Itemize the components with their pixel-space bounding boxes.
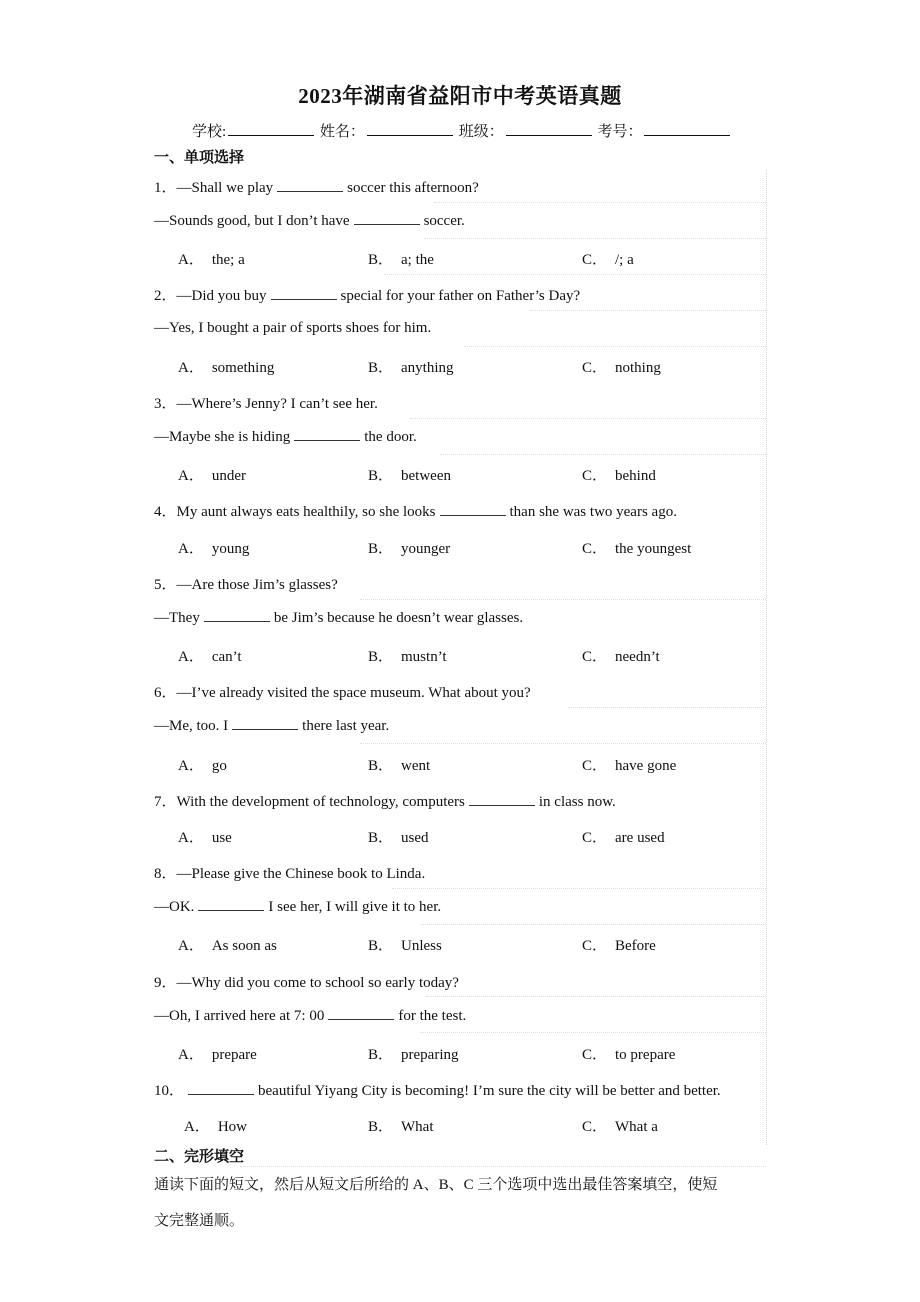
question-3-option-c[interactable]: [582, 464, 656, 485]
option-label: C．: [582, 758, 608, 774]
option-text: the youngest: [615, 541, 692, 557]
question-text: With the development of technology, computers: [176, 794, 465, 810]
question-4-option-a[interactable]: [178, 537, 249, 558]
option-label: B．: [368, 1047, 394, 1063]
guide-line: [360, 599, 766, 600]
option-text: the; a: [211, 252, 245, 268]
question-text: —Me, too. I: [154, 718, 229, 734]
question-number: 8．: [154, 866, 177, 882]
school-label: 学校:: [192, 124, 227, 140]
guide-line: [420, 924, 766, 925]
answer-blank: [198, 898, 264, 911]
option-label: C．: [582, 1047, 608, 1063]
guide-line: [410, 418, 766, 419]
option-label: C．: [582, 1119, 608, 1135]
question-text: there last year.: [302, 718, 390, 734]
question-1-line2: [154, 212, 465, 230]
question-text: My aunt always eats healthily, so she looks: [176, 504, 436, 520]
question-10-option-a[interactable]: [184, 1115, 247, 1136]
question-text: the door.: [364, 429, 417, 445]
answer-blank: [188, 1082, 254, 1095]
question-text: in class now.: [538, 794, 616, 810]
name-label: 姓名：: [319, 124, 365, 140]
option-text: How: [217, 1119, 248, 1135]
option-text: young: [211, 541, 250, 557]
instructions-line-2: 文完整通顺。: [154, 1213, 245, 1229]
question-1-line1: [154, 176, 479, 197]
question-number: 5．: [154, 577, 177, 593]
option-text: something: [211, 360, 275, 376]
question-2-option-a[interactable]: [178, 356, 274, 377]
question-text: I see her, I will give it to her.: [268, 899, 442, 915]
question-text: than she was two years ago.: [509, 504, 677, 520]
guide-line: [360, 743, 766, 744]
option-text: behind: [615, 468, 656, 484]
question-number: 2．: [154, 288, 177, 304]
option-label: B．: [368, 938, 394, 954]
question-6-option-b[interactable]: [368, 754, 430, 775]
question-2-line1: [154, 284, 580, 305]
question-text: be Jim’s because he doesn’t wear glasses.: [273, 610, 524, 626]
question-6-line1: [154, 681, 531, 702]
answer-blank: [204, 609, 270, 622]
question-8-option-c[interactable]: [582, 934, 656, 955]
question-5-option-a[interactable]: [178, 645, 242, 666]
option-label: A．: [178, 541, 204, 557]
question-4-option-c[interactable]: [582, 537, 691, 558]
section-heading-cloze: 二、完形填空: [154, 1149, 245, 1165]
option-text: preparing: [401, 1047, 459, 1063]
option-text: /; a: [615, 252, 634, 268]
option-text: needn’t: [615, 649, 660, 665]
option-text: used: [401, 830, 429, 846]
question-10-option-c[interactable]: [582, 1115, 658, 1136]
option-label: C．: [582, 649, 608, 665]
question-number: 10．: [154, 1083, 185, 1099]
question-8-option-b[interactable]: [368, 934, 442, 955]
guide-line: [420, 1032, 766, 1033]
option-text: prepare: [211, 1047, 257, 1063]
option-label: A．: [178, 1047, 204, 1063]
question-1-option-a[interactable]: [178, 248, 245, 269]
option-label: B．: [368, 758, 394, 774]
answer-blank: [469, 793, 535, 806]
question-number: 9．: [154, 975, 177, 991]
question-7-option-c[interactable]: [582, 826, 665, 847]
question-9-line1: [154, 971, 459, 992]
question-text: —Are those Jim’s glasses?: [176, 577, 338, 593]
option-label: B．: [368, 1119, 394, 1135]
question-7-option-a[interactable]: [178, 826, 232, 847]
question-text: —Maybe she is hiding: [154, 429, 291, 445]
section-heading-single-choice: 一、单项选择: [154, 150, 245, 166]
question-text: for the test.: [398, 1008, 467, 1024]
question-number: 1．: [154, 180, 177, 196]
question-text: special for your father on Father’s Day?: [340, 288, 581, 304]
option-label: A．: [178, 468, 204, 484]
question-3-option-b[interactable]: [368, 464, 451, 485]
option-label: A．: [178, 830, 204, 846]
question-2-line2: [154, 320, 431, 337]
question-text: —They: [154, 610, 200, 626]
option-text: As soon as: [211, 938, 277, 954]
question-3-line2: [154, 428, 417, 446]
option-label: A．: [178, 360, 204, 376]
question-10-line1: [154, 1079, 721, 1100]
question-text: —Yes, I bought a pair of sports shoes for him.: [154, 320, 432, 336]
cloze-instructions: [154, 1167, 766, 1239]
question-8-line2: [154, 898, 441, 916]
option-text: a; the: [401, 252, 434, 268]
question-9-option-b[interactable]: [368, 1043, 459, 1064]
question-5-line2: [154, 609, 523, 627]
answer-blank: [440, 503, 506, 516]
guide-line: [424, 238, 766, 239]
option-label: A．: [178, 938, 204, 954]
question-text: —Shall we play: [176, 180, 274, 196]
question-1-option-c[interactable]: [582, 248, 634, 269]
exam-number-label: 考号：: [597, 124, 643, 140]
question-text: —I’ve already visited the space museum. What about you?: [176, 685, 531, 701]
guide-line: [392, 888, 766, 889]
name-blank[interactable]: [367, 121, 453, 136]
option-label: A．: [178, 252, 204, 268]
question-7-option-b[interactable]: [368, 826, 429, 847]
school-blank[interactable]: [228, 121, 314, 136]
margin-guide-line: [766, 170, 767, 1145]
option-text: went: [401, 758, 431, 774]
option-label: B．: [368, 468, 394, 484]
answer-blank: [232, 717, 298, 730]
option-label: A．: [184, 1119, 210, 1135]
option-text: can’t: [211, 649, 242, 665]
question-5-option-c[interactable]: [582, 645, 660, 666]
guide-line: [240, 1166, 766, 1167]
document-title: 2023年湖南省益阳市中考英语真题: [298, 84, 622, 108]
question-5-option-b[interactable]: [368, 645, 447, 666]
option-text: younger: [401, 541, 451, 557]
question-number: 3．: [154, 396, 177, 412]
guide-line: [426, 996, 766, 997]
guide-line: [440, 454, 766, 455]
option-label: C．: [582, 830, 608, 846]
option-text: What a: [615, 1119, 658, 1135]
question-text: —Please give the Chinese book to Linda.: [176, 866, 426, 882]
option-text: nothing: [615, 360, 661, 376]
question-4-option-b[interactable]: [368, 537, 450, 558]
guide-line: [384, 274, 766, 275]
exam-number-blank[interactable]: [644, 121, 730, 136]
option-label: B．: [368, 541, 394, 557]
class-blank[interactable]: [506, 121, 592, 136]
option-text: anything: [401, 360, 454, 376]
question-6-option-c[interactable]: [582, 754, 676, 775]
class-label: 班级：: [458, 124, 504, 140]
option-label: C．: [582, 938, 608, 954]
option-text: under: [211, 468, 246, 484]
question-5-line1: [154, 573, 338, 594]
question-4-line1: [154, 500, 677, 521]
option-text: mustn’t: [401, 649, 447, 665]
question-8-option-a[interactable]: [178, 934, 277, 955]
option-text: are used: [615, 830, 665, 846]
question-3-option-a[interactable]: [178, 464, 246, 485]
option-label: A．: [178, 758, 204, 774]
option-label: C．: [582, 468, 608, 484]
option-label: A．: [178, 649, 204, 665]
question-text: —OK.: [154, 899, 195, 915]
question-text: —Oh, I arrived here at 7: 00: [154, 1008, 325, 1024]
option-label: B．: [368, 649, 394, 665]
question-9-option-a[interactable]: [178, 1043, 257, 1064]
question-text: —Did you buy: [176, 288, 267, 304]
question-number: 4．: [154, 504, 177, 520]
question-7-line1: [154, 790, 616, 811]
option-text: Before: [615, 938, 656, 954]
answer-blank: [294, 428, 360, 441]
question-10-option-b[interactable]: [368, 1115, 434, 1136]
answer-blank: [271, 287, 337, 300]
question-text: soccer.: [423, 213, 465, 229]
instructions-line-1: 通读下面的短文，然后从短文后所给的 A、B、C 三个选项中选出最佳答案填空，使短: [154, 1177, 718, 1193]
option-label: B．: [368, 830, 394, 846]
question-text: soccer this afternoon?: [347, 180, 479, 196]
option-label: C．: [582, 541, 608, 557]
question-text: —Where’s Jenny? I can’t see her.: [176, 396, 378, 412]
option-text: Unless: [401, 938, 442, 954]
question-6-option-a[interactable]: [178, 754, 227, 775]
answer-blank: [354, 212, 420, 225]
option-label: C．: [582, 252, 608, 268]
question-3-line1: [154, 392, 378, 413]
option-text: go: [211, 758, 227, 774]
option-text: What: [401, 1119, 434, 1135]
option-label: C．: [582, 360, 608, 376]
question-8-line1: [154, 862, 425, 883]
student-info-row: [192, 120, 732, 141]
option-text: have gone: [615, 758, 677, 774]
question-6-line2: [154, 717, 389, 735]
option-label: B．: [368, 252, 394, 268]
guide-line: [530, 310, 766, 311]
answer-blank: [328, 1007, 394, 1020]
question-number: 7．: [154, 794, 177, 810]
guide-line: [434, 202, 766, 203]
question-text: beautiful Yiyang City is becoming! I’m sure the city will be better and better.: [258, 1083, 721, 1099]
question-2-option-c[interactable]: [582, 356, 661, 377]
question-9-line2: [154, 1007, 466, 1025]
question-number: 6．: [154, 685, 177, 701]
question-9-option-c[interactable]: [582, 1043, 675, 1064]
answer-blank: [277, 179, 343, 192]
question-text: —Why did you come to school so early today?: [176, 975, 459, 991]
guide-line: [568, 707, 766, 708]
option-label: B．: [368, 360, 394, 376]
option-text: between: [401, 468, 451, 484]
question-1-option-b[interactable]: [368, 248, 434, 269]
guide-line: [464, 346, 766, 347]
option-text: use: [211, 830, 232, 846]
question-text: —Sounds good, but I don’t have: [154, 213, 350, 229]
question-2-option-b[interactable]: [368, 356, 454, 377]
option-text: to prepare: [615, 1047, 676, 1063]
